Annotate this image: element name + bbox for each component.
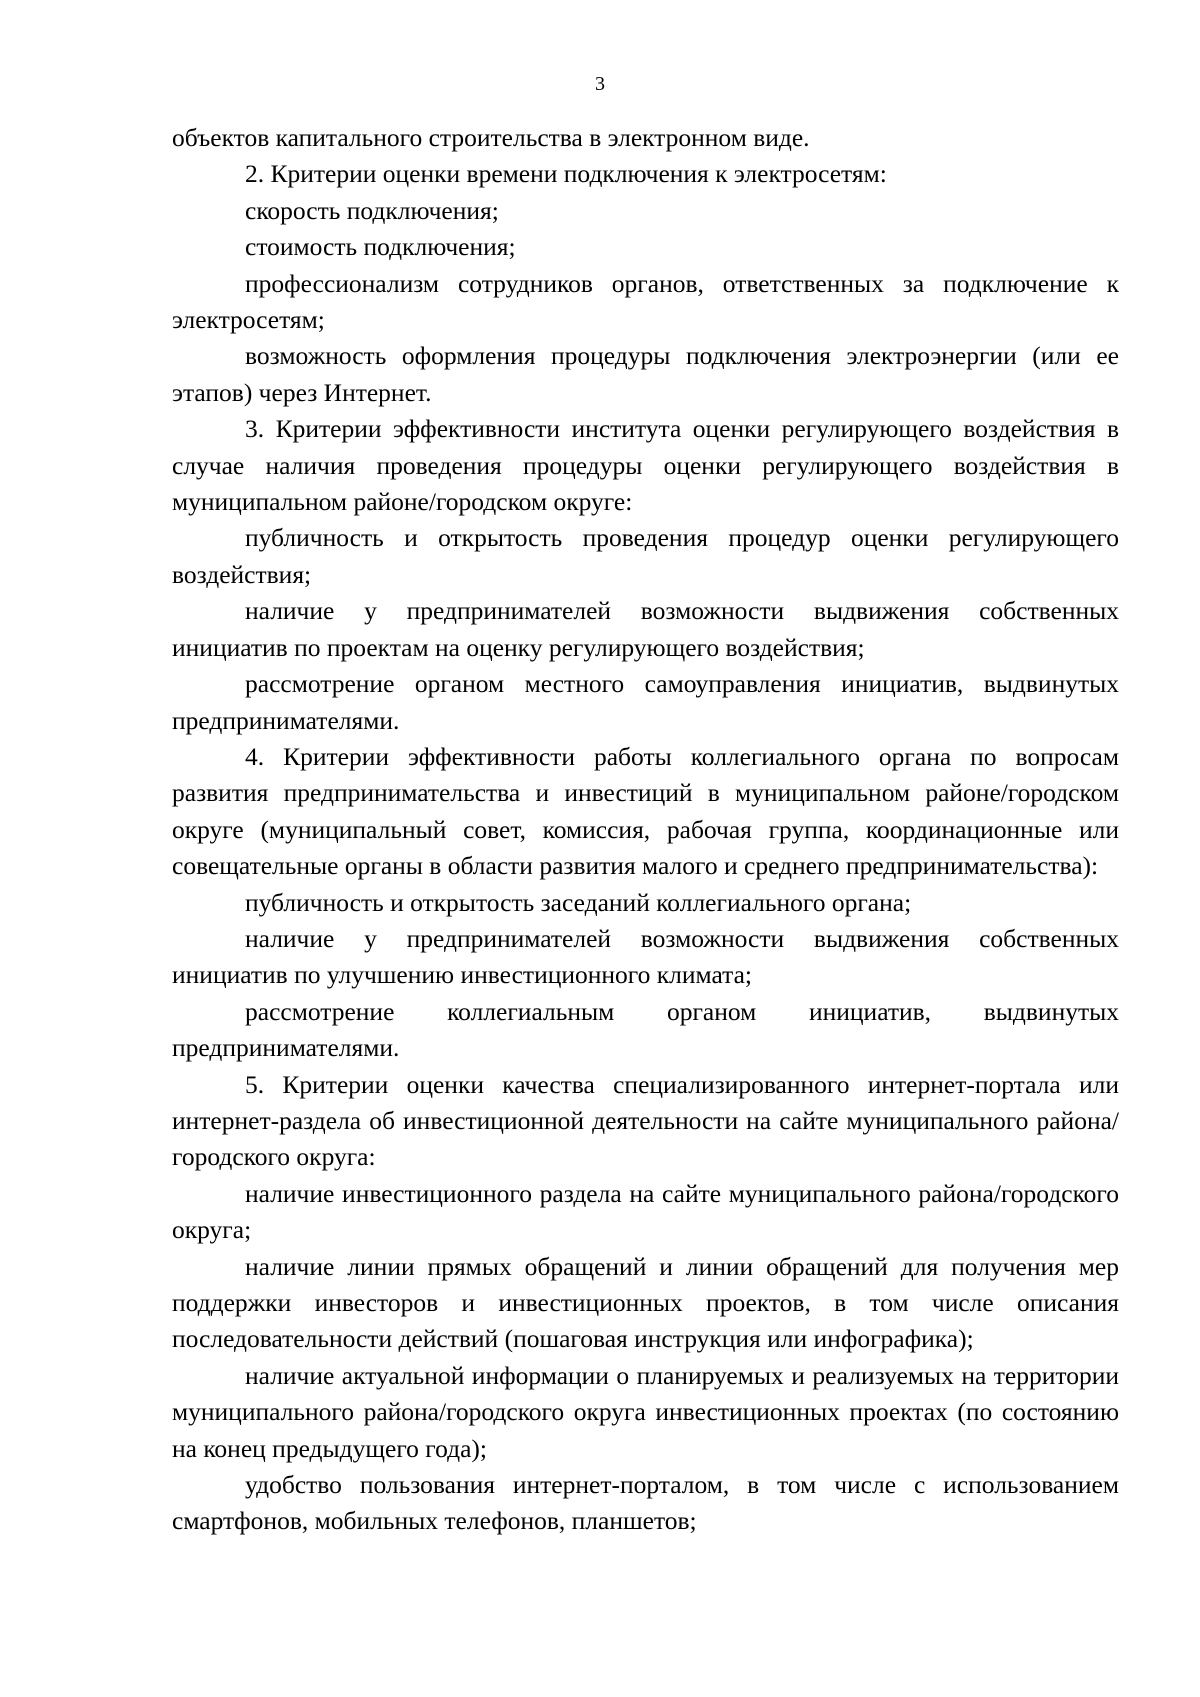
paragraph-section-5-heading: 5. Критерии оценки качества специализированного интернет-портала или интернет-раздела об инвестиционной деятельности на сайте муниципального района/городского округа: [172, 1069, 1119, 1172]
paragraph-list-item: рассмотрение органом местного самоуправления инициатив, выдвинутых предпринимателями. [172, 669, 1119, 735]
paragraph-list-item: рассмотрение коллегиальным органом инициатив, выдвинутых предпринимателями. [172, 996, 1119, 1063]
paragraph-list-item: наличие у предпринимателей возможности выдвижения собственных инициатив по проектам на оценку регулирующего воздействия; [172, 596, 1119, 662]
paragraph-list-item: наличие инвестиционного раздела на сайте муниципального района/городского округа; [172, 1178, 1119, 1245]
paragraph-list-item: публичность и открытость проведения процедур оценки регулирующего воздействия; [172, 523, 1119, 589]
paragraph-list-item: удобство пользования интернет-порталом, в том числе с использованием смартфонов, мобильных телефонов, планшетов; [172, 1470, 1119, 1536]
paragraph-section-3-heading: 3. Критерии эффективности института оценки регулирующего воздействия в случае наличия проведения процедуры оценки регулирующего воздействия в муниципальном районе/городском округе: [172, 414, 1119, 517]
page-number: 3 [595, 73, 605, 95]
paragraph-list-item: стоимость подключения; [245, 232, 516, 262]
paragraph-list-item: наличие актуальной информации о планируемых и реализуемых на территории муниципального района/городского округа инвестиционных проектах (по состоянию на конец предыдущего года); [172, 1360, 1119, 1463]
paragraph-list-item: наличие у предпринимателей возможности выдвижения собственных инициатив по улучшению инвестиционного климата; [172, 923, 1119, 990]
paragraph-continuation: объектов капитального строительства в электронном виде. [172, 123, 810, 152]
paragraph-list-item: профессионализм сотрудников органов, ответственных за подключение к электросетям; [172, 268, 1119, 335]
document-body [172, 120, 1119, 1540]
paragraph-list-item: наличие линии прямых обращений и линии обращений для получения мер поддержки инвесторов и инвестиционных проектов, в том числе описания последовательности действий (пошаговая инструкция или инфографика); [172, 1251, 1119, 1354]
paragraph-list-item: возможность оформления процедуры подключения электроэнергии (или ее этапов) через Интернет. [172, 341, 1119, 407]
paragraph-section-4-heading: 4. Критерии эффективности работы коллегиального органа по вопросам развития предпринимательства и инвестиций в муниципальном районе/городском округе (муниципальный совет, комиссия, рабочая группа, координационные или совещательные органы в области развития малого и среднего предпринимательства): [172, 741, 1119, 881]
paragraph-list-item: публичность и открытость заседаний коллегиального органа; [245, 887, 912, 917]
paragraph-section-2-heading: 2. Критерии оценки времени подключения к электросетям: [245, 159, 887, 189]
paragraph-list-item: скорость подключения; [245, 195, 499, 225]
